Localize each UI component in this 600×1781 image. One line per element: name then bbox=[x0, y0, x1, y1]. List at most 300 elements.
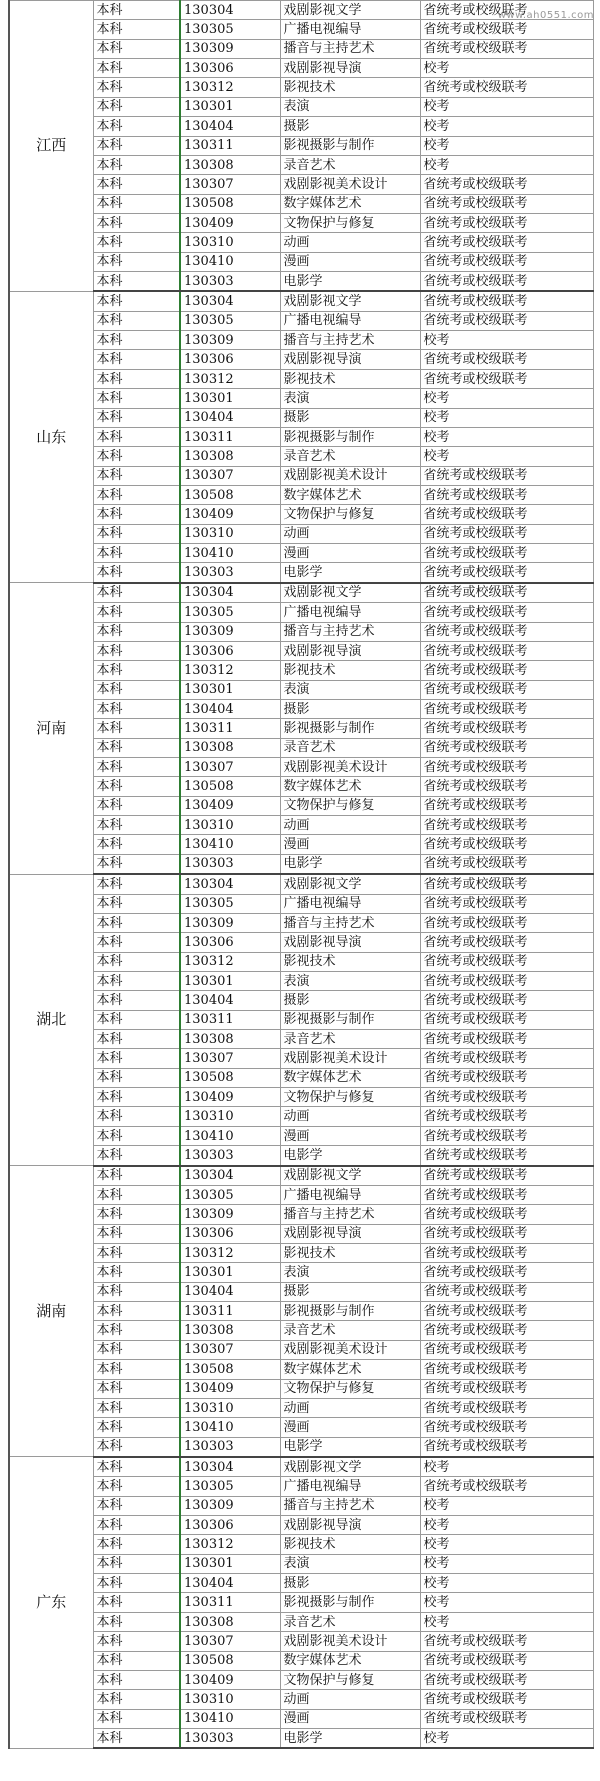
level-cell: 本科 bbox=[93, 641, 180, 660]
exam-method-cell: 省统考或校级联考 bbox=[420, 1477, 593, 1496]
major-code-cell: 130307 bbox=[180, 758, 280, 777]
table-row bbox=[9, 1535, 593, 1554]
exam-method-cell: 省统考或校级联考 bbox=[420, 1068, 593, 1087]
major-code-cell: 130410 bbox=[180, 835, 280, 854]
exam-method-cell: 省统考或校级联考 bbox=[420, 603, 593, 622]
major-name-cell: 播音与主持艺术 bbox=[280, 622, 420, 641]
level-cell: 本科 bbox=[93, 1126, 180, 1145]
major-name-cell: 摄影 bbox=[280, 117, 420, 136]
table-row bbox=[9, 39, 593, 58]
exam-method-cell: 省统考或校级联考 bbox=[420, 1651, 593, 1670]
major-name-cell: 播音与主持艺术 bbox=[280, 1205, 420, 1224]
table-row bbox=[9, 1670, 593, 1689]
table-row bbox=[9, 20, 593, 39]
table-row bbox=[9, 583, 593, 603]
major-name-cell: 戏剧影视文学 bbox=[280, 1457, 420, 1477]
major-code-cell: 130304 bbox=[180, 1166, 280, 1186]
major-code-cell: 130508 bbox=[180, 777, 280, 796]
major-name-cell: 播音与主持艺术 bbox=[280, 1496, 420, 1515]
level-cell: 本科 bbox=[93, 311, 180, 330]
level-cell: 本科 bbox=[93, 1457, 180, 1477]
major-name-cell: 漫画 bbox=[280, 1709, 420, 1728]
major-name-cell: 戏剧影视导演 bbox=[280, 350, 420, 369]
table-row bbox=[9, 854, 593, 874]
table-row bbox=[9, 680, 593, 699]
exam-method-cell: 省统考或校级联考 bbox=[420, 641, 593, 660]
province-cell: 山东 bbox=[9, 291, 93, 582]
major-name-cell: 广播电视编导 bbox=[280, 603, 420, 622]
major-code-cell: 130303 bbox=[180, 563, 280, 583]
major-code-cell: 130409 bbox=[180, 796, 280, 815]
level-cell: 本科 bbox=[93, 20, 180, 39]
level-cell: 本科 bbox=[93, 233, 180, 252]
major-code-cell: 130312 bbox=[180, 369, 280, 388]
major-code-cell: 130304 bbox=[180, 874, 280, 894]
exam-method-cell: 省统考或校级联考 bbox=[420, 1632, 593, 1651]
table-row bbox=[9, 1496, 593, 1515]
table-row bbox=[9, 1030, 593, 1049]
table-row bbox=[9, 155, 593, 174]
major-name-cell: 电影学 bbox=[280, 1437, 420, 1457]
table-row bbox=[9, 971, 593, 990]
major-code-cell: 130303 bbox=[180, 1146, 280, 1166]
major-code-cell: 130308 bbox=[180, 1030, 280, 1049]
table-row bbox=[9, 233, 593, 252]
major-code-cell: 130409 bbox=[180, 1088, 280, 1107]
major-name-cell: 录音艺术 bbox=[280, 738, 420, 757]
exam-method-cell: 省统考或校级联考 bbox=[420, 1263, 593, 1282]
table-row bbox=[9, 350, 593, 369]
major-name-cell: 文物保护与修复 bbox=[280, 1088, 420, 1107]
major-code-cell: 130508 bbox=[180, 194, 280, 213]
table-row bbox=[9, 1088, 593, 1107]
table-row bbox=[9, 1418, 593, 1437]
exam-method-cell: 省统考或校级联考 bbox=[420, 777, 593, 796]
table-row bbox=[9, 427, 593, 446]
major-name-cell: 影视技术 bbox=[280, 1244, 420, 1263]
major-name-cell: 影视技术 bbox=[280, 661, 420, 680]
major-code-cell: 130307 bbox=[180, 1340, 280, 1359]
major-name-cell: 戏剧影视美术设计 bbox=[280, 1632, 420, 1651]
table-row bbox=[9, 1574, 593, 1593]
exam-method-cell: 省统考或校级联考 bbox=[420, 933, 593, 952]
exam-method-cell: 校考 bbox=[420, 1457, 593, 1477]
exam-method-cell: 校考 bbox=[420, 1554, 593, 1573]
level-cell: 本科 bbox=[93, 155, 180, 174]
major-code-cell: 130305 bbox=[180, 603, 280, 622]
level-cell: 本科 bbox=[93, 796, 180, 815]
exam-method-cell: 校考 bbox=[420, 1535, 593, 1554]
table-row bbox=[9, 1244, 593, 1263]
exam-method-cell: 省统考或校级联考 bbox=[420, 1418, 593, 1437]
major-name-cell: 戏剧影视导演 bbox=[280, 1224, 420, 1243]
major-code-cell: 130404 bbox=[180, 699, 280, 718]
level-cell: 本科 bbox=[93, 719, 180, 738]
exam-method-cell: 省统考或校级联考 bbox=[420, 1049, 593, 1068]
level-cell: 本科 bbox=[93, 816, 180, 835]
major-name-cell: 文物保护与修复 bbox=[280, 796, 420, 815]
major-code-cell: 130304 bbox=[180, 291, 280, 311]
exam-method-cell: 省统考或校级联考 bbox=[420, 1030, 593, 1049]
major-code-cell: 130409 bbox=[180, 1670, 280, 1689]
major-name-cell: 摄影 bbox=[280, 408, 420, 427]
table-row bbox=[9, 952, 593, 971]
level-cell: 本科 bbox=[93, 1379, 180, 1398]
major-name-cell: 戏剧影视导演 bbox=[280, 59, 420, 78]
major-name-cell: 漫画 bbox=[280, 1418, 420, 1437]
level-cell: 本科 bbox=[93, 1728, 180, 1748]
exam-method-cell: 省统考或校级联考 bbox=[420, 952, 593, 971]
major-code-cell: 130311 bbox=[180, 719, 280, 738]
exam-method-cell: 校考 bbox=[420, 331, 593, 350]
major-name-cell: 影视摄影与制作 bbox=[280, 427, 420, 446]
table-row bbox=[9, 991, 593, 1010]
province-cell: 江西 bbox=[9, 1, 93, 292]
table-row bbox=[9, 524, 593, 543]
level-cell: 本科 bbox=[93, 913, 180, 932]
level-cell: 本科 bbox=[93, 777, 180, 796]
exam-method-cell: 省统考或校级联考 bbox=[420, 194, 593, 213]
table-row bbox=[9, 1185, 593, 1204]
exam-method-cell: 校考 bbox=[420, 1612, 593, 1631]
table-row bbox=[9, 59, 593, 78]
level-cell: 本科 bbox=[93, 1185, 180, 1204]
major-code-cell: 130404 bbox=[180, 1282, 280, 1301]
exam-method-cell: 省统考或校级联考 bbox=[420, 874, 593, 894]
table-row bbox=[9, 1282, 593, 1301]
exam-method-cell: 省统考或校级联考 bbox=[420, 505, 593, 524]
level-cell: 本科 bbox=[93, 447, 180, 466]
major-code-cell: 130508 bbox=[180, 1068, 280, 1087]
major-code-cell: 130308 bbox=[180, 1612, 280, 1631]
exam-method-cell: 省统考或校级联考 bbox=[420, 1321, 593, 1340]
level-cell: 本科 bbox=[93, 1263, 180, 1282]
major-code-cell: 130310 bbox=[180, 1107, 280, 1126]
table-row bbox=[9, 272, 593, 292]
table-row bbox=[9, 1709, 593, 1728]
major-code-cell: 130310 bbox=[180, 1398, 280, 1417]
table-row bbox=[9, 97, 593, 116]
table-row bbox=[9, 369, 593, 388]
major-name-cell: 动画 bbox=[280, 1690, 420, 1709]
province-cell: 湖南 bbox=[9, 1166, 93, 1457]
table-row bbox=[9, 1690, 593, 1709]
exam-method-cell: 省统考或校级联考 bbox=[420, 524, 593, 543]
exam-method-cell: 省统考或校级联考 bbox=[420, 738, 593, 757]
major-code-cell: 130306 bbox=[180, 933, 280, 952]
table-row bbox=[9, 603, 593, 622]
major-code-cell: 130312 bbox=[180, 952, 280, 971]
major-name-cell: 电影学 bbox=[280, 1728, 420, 1748]
exam-method-cell: 省统考或校级联考 bbox=[420, 233, 593, 252]
major-name-cell: 数字媒体艺术 bbox=[280, 777, 420, 796]
major-code-cell: 130312 bbox=[180, 1244, 280, 1263]
major-code-cell: 130508 bbox=[180, 485, 280, 504]
level-cell: 本科 bbox=[93, 1516, 180, 1535]
major-code-cell: 130309 bbox=[180, 1205, 280, 1224]
level-cell: 本科 bbox=[93, 1632, 180, 1651]
exam-method-cell: 省统考或校级联考 bbox=[420, 466, 593, 485]
major-name-cell: 影视摄影与制作 bbox=[280, 1302, 420, 1321]
major-name-cell: 文物保护与修复 bbox=[280, 1670, 420, 1689]
exam-method-cell: 省统考或校级联考 bbox=[420, 1379, 593, 1398]
major-code-cell: 130410 bbox=[180, 544, 280, 563]
table-row bbox=[9, 894, 593, 913]
major-code-cell: 130310 bbox=[180, 524, 280, 543]
table-row bbox=[9, 1302, 593, 1321]
table-row bbox=[9, 331, 593, 350]
major-code-cell: 130410 bbox=[180, 1709, 280, 1728]
level-cell: 本科 bbox=[93, 272, 180, 292]
exam-method-cell: 省统考或校级联考 bbox=[420, 661, 593, 680]
major-name-cell: 表演 bbox=[280, 97, 420, 116]
exam-method-cell: 省统考或校级联考 bbox=[420, 816, 593, 835]
table-row bbox=[9, 1224, 593, 1243]
exam-method-cell: 校考 bbox=[420, 1496, 593, 1515]
table-row bbox=[9, 1107, 593, 1126]
exam-method-cell: 校考 bbox=[420, 1728, 593, 1748]
level-cell: 本科 bbox=[93, 1282, 180, 1301]
level-cell: 本科 bbox=[93, 1088, 180, 1107]
level-cell: 本科 bbox=[93, 661, 180, 680]
level-cell: 本科 bbox=[93, 1574, 180, 1593]
major-code-cell: 130301 bbox=[180, 97, 280, 116]
table-row bbox=[9, 1126, 593, 1145]
table-row bbox=[9, 1593, 593, 1612]
major-name-cell: 播音与主持艺术 bbox=[280, 913, 420, 932]
table-row bbox=[9, 1010, 593, 1029]
major-code-cell: 130307 bbox=[180, 175, 280, 194]
level-cell: 本科 bbox=[93, 854, 180, 874]
major-name-cell: 广播电视编导 bbox=[280, 894, 420, 913]
level-cell: 本科 bbox=[93, 1030, 180, 1049]
table-row bbox=[9, 835, 593, 854]
table-row bbox=[9, 408, 593, 427]
major-name-cell: 数字媒体艺术 bbox=[280, 194, 420, 213]
table-row bbox=[9, 1554, 593, 1573]
level-cell: 本科 bbox=[93, 1340, 180, 1359]
major-code-cell: 130409 bbox=[180, 1379, 280, 1398]
exam-method-cell: 省统考或校级联考 bbox=[420, 78, 593, 97]
major-name-cell: 数字媒体艺术 bbox=[280, 1360, 420, 1379]
table-row bbox=[9, 1146, 593, 1166]
exam-method-cell: 校考 bbox=[420, 1593, 593, 1612]
level-cell: 本科 bbox=[93, 544, 180, 563]
table-row bbox=[9, 175, 593, 194]
exam-method-cell: 省统考或校级联考 bbox=[420, 1146, 593, 1166]
table-row bbox=[9, 622, 593, 641]
exam-method-cell: 省统考或校级联考 bbox=[420, 39, 593, 58]
table-row bbox=[9, 1360, 593, 1379]
province-cell: 广东 bbox=[9, 1457, 93, 1748]
major-code-cell: 130301 bbox=[180, 680, 280, 699]
major-code-cell: 130306 bbox=[180, 350, 280, 369]
major-name-cell: 动画 bbox=[280, 524, 420, 543]
exam-method-cell: 校考 bbox=[420, 427, 593, 446]
exam-method-cell: 校考 bbox=[420, 389, 593, 408]
level-cell: 本科 bbox=[93, 252, 180, 271]
level-cell: 本科 bbox=[93, 1360, 180, 1379]
major-name-cell: 表演 bbox=[280, 389, 420, 408]
major-name-cell: 动画 bbox=[280, 1398, 420, 1417]
table-row bbox=[9, 78, 593, 97]
exam-method-cell: 校考 bbox=[420, 1574, 593, 1593]
level-cell: 本科 bbox=[93, 427, 180, 446]
major-name-cell: 摄影 bbox=[280, 699, 420, 718]
level-cell: 本科 bbox=[93, 1, 180, 20]
major-code-cell: 130301 bbox=[180, 1263, 280, 1282]
major-name-cell: 电影学 bbox=[280, 1146, 420, 1166]
level-cell: 本科 bbox=[93, 1437, 180, 1457]
table-row bbox=[9, 816, 593, 835]
major-name-cell: 戏剧影视导演 bbox=[280, 641, 420, 660]
exam-method-cell: 省统考或校级联考 bbox=[420, 252, 593, 271]
major-name-cell: 影视摄影与制作 bbox=[280, 719, 420, 738]
exam-method-cell: 省统考或校级联考 bbox=[420, 971, 593, 990]
major-code-cell: 130304 bbox=[180, 1, 280, 20]
table-row bbox=[9, 505, 593, 524]
exam-method-cell: 省统考或校级联考 bbox=[420, 272, 593, 292]
major-code-cell: 130305 bbox=[180, 1477, 280, 1496]
major-code-cell: 130301 bbox=[180, 971, 280, 990]
table-row bbox=[9, 213, 593, 232]
major-name-cell: 漫画 bbox=[280, 1126, 420, 1145]
major-name-cell: 录音艺术 bbox=[280, 1612, 420, 1631]
exam-method-cell: 省统考或校级联考 bbox=[420, 350, 593, 369]
major-name-cell: 表演 bbox=[280, 1263, 420, 1282]
major-name-cell: 戏剧影视导演 bbox=[280, 1516, 420, 1535]
major-code-cell: 130306 bbox=[180, 1516, 280, 1535]
exam-method-cell: 省统考或校级联考 bbox=[420, 1205, 593, 1224]
major-name-cell: 戏剧影视美术设计 bbox=[280, 175, 420, 194]
exam-method-cell: 校考 bbox=[420, 447, 593, 466]
exam-method-cell: 省统考或校级联考 bbox=[420, 894, 593, 913]
table-row bbox=[9, 117, 593, 136]
exam-method-cell: 省统考或校级联考 bbox=[420, 175, 593, 194]
level-cell: 本科 bbox=[93, 680, 180, 699]
major-name-cell: 播音与主持艺术 bbox=[280, 39, 420, 58]
table-row bbox=[9, 466, 593, 485]
level-cell: 本科 bbox=[93, 1651, 180, 1670]
level-cell: 本科 bbox=[93, 485, 180, 504]
exam-method-cell: 校考 bbox=[420, 117, 593, 136]
major-name-cell: 播音与主持艺术 bbox=[280, 331, 420, 350]
exam-method-cell: 省统考或校级联考 bbox=[420, 1244, 593, 1263]
major-code-cell: 130303 bbox=[180, 1728, 280, 1748]
major-name-cell: 表演 bbox=[280, 1554, 420, 1573]
level-cell: 本科 bbox=[93, 331, 180, 350]
table-row bbox=[9, 1340, 593, 1359]
major-code-cell: 130303 bbox=[180, 854, 280, 874]
major-name-cell: 电影学 bbox=[280, 563, 420, 583]
table-row bbox=[9, 1049, 593, 1068]
major-name-cell: 影视摄影与制作 bbox=[280, 1010, 420, 1029]
table-row bbox=[9, 1632, 593, 1651]
major-name-cell: 影视技术 bbox=[280, 952, 420, 971]
table-row bbox=[9, 1068, 593, 1087]
major-code-cell: 130312 bbox=[180, 78, 280, 97]
level-cell: 本科 bbox=[93, 1166, 180, 1186]
major-name-cell: 影视技术 bbox=[280, 369, 420, 388]
major-code-cell: 130404 bbox=[180, 1574, 280, 1593]
table-row bbox=[9, 1651, 593, 1670]
table-row bbox=[9, 661, 593, 680]
table-row bbox=[9, 874, 593, 894]
major-code-cell: 130305 bbox=[180, 20, 280, 39]
level-cell: 本科 bbox=[93, 1418, 180, 1437]
table-row bbox=[9, 777, 593, 796]
level-cell: 本科 bbox=[93, 505, 180, 524]
major-code-cell: 130301 bbox=[180, 389, 280, 408]
exam-method-cell: 省统考或校级联考 bbox=[420, 1010, 593, 1029]
exam-method-cell: 省统考或校级联考 bbox=[420, 1107, 593, 1126]
level-cell: 本科 bbox=[93, 1535, 180, 1554]
level-cell: 本科 bbox=[93, 1146, 180, 1166]
major-name-cell: 文物保护与修复 bbox=[280, 213, 420, 232]
exam-method-cell: 省统考或校级联考 bbox=[420, 1282, 593, 1301]
major-name-cell: 广播电视编导 bbox=[280, 1185, 420, 1204]
level-cell: 本科 bbox=[93, 1709, 180, 1728]
major-code-cell: 130508 bbox=[180, 1651, 280, 1670]
major-code-cell: 130312 bbox=[180, 1535, 280, 1554]
exam-method-cell: 省统考或校级联考 bbox=[420, 1, 593, 20]
level-cell: 本科 bbox=[93, 1010, 180, 1029]
major-name-cell: 动画 bbox=[280, 233, 420, 252]
admissions-table bbox=[8, 0, 594, 1749]
table-row bbox=[9, 447, 593, 466]
major-name-cell: 戏剧影视美术设计 bbox=[280, 758, 420, 777]
table-row bbox=[9, 738, 593, 757]
major-name-cell: 戏剧影视导演 bbox=[280, 933, 420, 952]
major-name-cell: 表演 bbox=[280, 680, 420, 699]
major-name-cell: 戏剧影视文学 bbox=[280, 291, 420, 311]
major-name-cell: 数字媒体艺术 bbox=[280, 1651, 420, 1670]
level-cell: 本科 bbox=[93, 583, 180, 603]
table-row bbox=[9, 1728, 593, 1748]
exam-method-cell: 省统考或校级联考 bbox=[420, 1302, 593, 1321]
exam-method-cell: 省统考或校级联考 bbox=[420, 1185, 593, 1204]
table-row bbox=[9, 194, 593, 213]
table-row bbox=[9, 389, 593, 408]
exam-method-cell: 省统考或校级联考 bbox=[420, 1437, 593, 1457]
major-name-cell: 漫画 bbox=[280, 544, 420, 563]
exam-method-cell: 省统考或校级联考 bbox=[420, 544, 593, 563]
major-name-cell: 漫画 bbox=[280, 835, 420, 854]
level-cell: 本科 bbox=[93, 350, 180, 369]
major-code-cell: 130310 bbox=[180, 816, 280, 835]
major-name-cell: 广播电视编导 bbox=[280, 20, 420, 39]
level-cell: 本科 bbox=[93, 117, 180, 136]
exam-method-cell: 省统考或校级联考 bbox=[420, 1166, 593, 1186]
exam-method-cell: 省统考或校级联考 bbox=[420, 1360, 593, 1379]
exam-method-cell: 省统考或校级联考 bbox=[420, 680, 593, 699]
major-code-cell: 130307 bbox=[180, 1049, 280, 1068]
major-code-cell: 130303 bbox=[180, 1437, 280, 1457]
level-cell: 本科 bbox=[93, 291, 180, 311]
table-row bbox=[9, 136, 593, 155]
exam-method-cell: 校考 bbox=[420, 1516, 593, 1535]
exam-method-cell: 省统考或校级联考 bbox=[420, 563, 593, 583]
exam-method-cell: 省统考或校级联考 bbox=[420, 1340, 593, 1359]
level-cell: 本科 bbox=[93, 59, 180, 78]
level-cell: 本科 bbox=[93, 1068, 180, 1087]
level-cell: 本科 bbox=[93, 622, 180, 641]
major-code-cell: 130311 bbox=[180, 1302, 280, 1321]
level-cell: 本科 bbox=[93, 408, 180, 427]
level-cell: 本科 bbox=[93, 1690, 180, 1709]
major-name-cell: 影视摄影与制作 bbox=[280, 136, 420, 155]
exam-method-cell: 省统考或校级联考 bbox=[420, 854, 593, 874]
